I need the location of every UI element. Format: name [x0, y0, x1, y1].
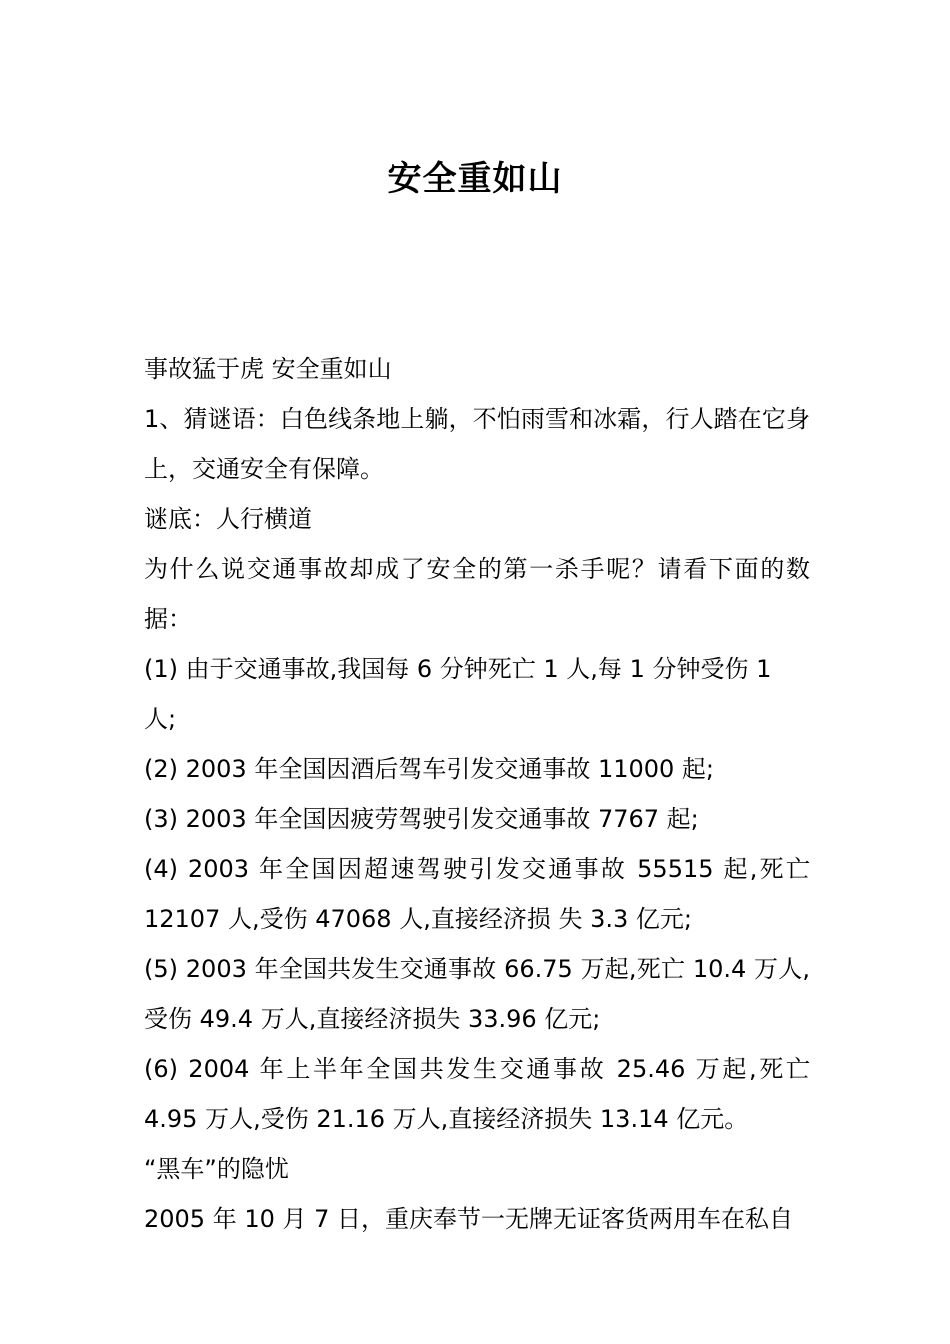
document-body [144, 344, 810, 1244]
section-heading: “黑车”的隐忧 [144, 1155, 289, 1183]
page-title: 安全重如山 [387, 159, 563, 199]
list-item: (1) 由于交通事故,我国每 6 分钟死亡 1 人,每 1 分钟受伤 1 人; [144, 655, 772, 733]
list-item: (2) 2003 年全国因酒后驾车引发交通事故 11000 起; [144, 755, 715, 783]
paragraph-heading: 事故猛于虎 安全重如山 [144, 355, 392, 383]
list-item: (3) 2003 年全国因疲劳驾驶引发交通事故 7767 起; [144, 805, 699, 833]
list-item: (5) 2003 年全国共发生交通事故 66.75 万起,死亡 10.4 万人,受伤 49.4 万人,直接经济损失 33.96 亿元; [144, 955, 810, 1033]
paragraph-question: 为什么说交通事故却成了安全的第一杀手呢？请看下面的数据： [144, 555, 810, 633]
paragraph-riddle: 1、猜谜语：白色线条地上躺，不怕雨雪和冰霜，行人踏在它身上，交通安全有保障。 [144, 405, 810, 483]
list-item: (6) 2004 年上半年全国共发生交通事故 25.46 万起,死亡 4.95 万人,受伤 21.16 万人,直接经济损失 13.14 亿元。 [144, 1055, 810, 1133]
list-item: (4) 2003 年全国因超速驾驶引发交通事故 55515 起,死亡 12107 人,受伤 47068 人,直接经济损 失 3.3 亿元; [144, 855, 810, 933]
paragraph-text: 2005 年 10 月 7 日，重庆奉节一无牌无证客货两用车在私自 [144, 1205, 794, 1233]
paragraph-riddle-answer: 谜底：人行横道 [144, 505, 312, 533]
